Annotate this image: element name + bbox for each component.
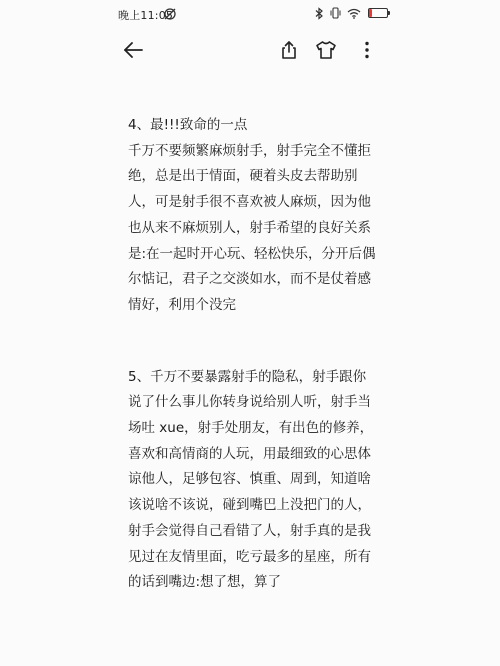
top-toolbar — [0, 30, 500, 70]
tshirt-icon — [315, 40, 337, 60]
paragraph-5: 5、千万不要暴露射手的隐私，射手跟你 说了什么事儿你转身说给别人听，射手当 场吐 xue，射手处朋友，有出色的修养， 喜欢和高情商的人玩，用最细致的心思体 谅他人，足够包容、慎重、周到，知道啥 该说啥不该说，碰到嘴巴上没把门的人， 射手会觉得自己看错了人，射手真的是我 见过在友情里面，吃亏最多的星座，所有 的话到嘴边:想了想，算了 — [128, 368, 374, 591]
status-bar — [0, 0, 500, 26]
do-not-disturb-icon — [163, 6, 177, 20]
more-vertical-icon — [364, 40, 370, 60]
bluetooth-icon — [315, 7, 324, 20]
share-icon — [279, 40, 299, 60]
arrow-left-icon — [122, 39, 144, 61]
paragraph-spacer — [128, 319, 380, 365]
back-button[interactable] — [121, 38, 145, 62]
paragraph-4: 4、最!!!致命的一点 千万不要频繁麻烦射手，射手完全不懂拒 绝，总是出于情面，硬着头皮去帮助别 人，可是射手很不喜欢被人麻烦，因为他 也从来不麻烦别人，射手希望的良好关系 是:在一起时开心玩、轻松快乐，分开后偶 尔惦记，君子之交淡如水，而不是仗着感 情好，利用个没完 — [128, 117, 376, 313]
wifi-icon — [347, 8, 361, 19]
vibrate-icon — [329, 7, 342, 19]
article-content — [128, 113, 380, 596]
status-icons — [315, 6, 388, 20]
theme-button[interactable] — [314, 38, 338, 62]
more-button[interactable] — [355, 38, 379, 62]
battery-icon — [368, 8, 388, 18]
battery-percent: 17 — [373, 8, 383, 16]
share-button[interactable] — [277, 38, 301, 62]
status-time: 晚上11:05 — [118, 9, 174, 22]
